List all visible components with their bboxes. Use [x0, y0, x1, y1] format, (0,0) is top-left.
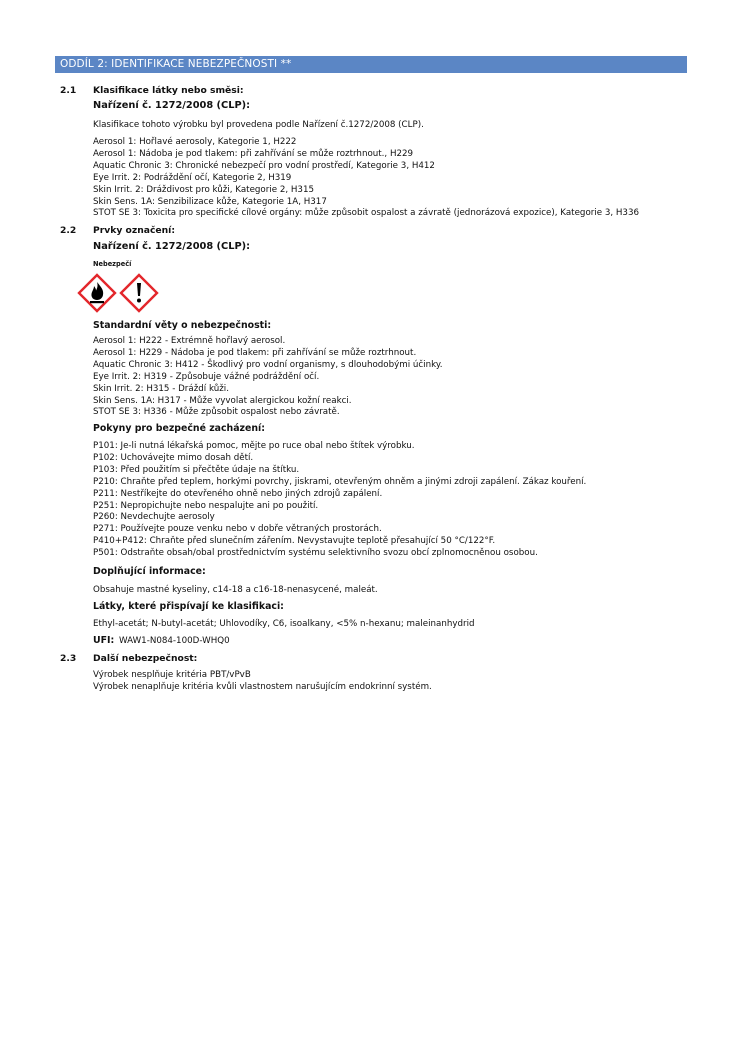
section-number-2-2: 2.2: [60, 225, 77, 236]
list-item: STOT SE 3: H336 - Může způsobit ospalost nebo závratě.: [93, 407, 340, 418]
hazard-statements-heading: Standardní věty o nebezpečnosti:: [93, 320, 272, 331]
section-number-2-1: 2.1: [60, 85, 77, 96]
list-item: Skin Sens. 1A: H317 - Může vyvolat alergickou kožní reakci.: [93, 395, 352, 406]
list-item: P102: Uchovávejte mimo dosah dětí.: [93, 452, 254, 463]
list-item: Výrobek nenaplňuje kritéria kvůli vlastnostem narušujícím endokrinní systém.: [93, 681, 432, 692]
section-header: ODDÍL 2: IDENTIFIKACE NEBEZPEČNOSTI **: [55, 56, 687, 73]
precautionary-statements-list: [93, 441, 586, 560]
list-item: Aerosol 1: Nádoba je pod tlakem: při zahřívání se může roztrhnout., H229: [93, 148, 414, 159]
classification-intro: Klasifikace tohoto výrobku byl provedena podle Nařízení č.1272/2008 (CLP).: [93, 120, 424, 130]
section-title-2-3: Další nebezpečnost:: [93, 653, 198, 664]
regulation-heading: Nařízení č. 1272/2008 (CLP):: [93, 241, 251, 252]
list-item: Aerosol 1: H229 - Nádoba je pod tlakem: při zahřívání se může roztrhnout.: [93, 347, 417, 358]
contributing-heading: Látky, které přispívají ke klasifikaci:: [93, 601, 284, 612]
other-hazards-list: [93, 670, 432, 694]
list-item: Skin Irrit. 2: Dráždivost pro kůži, Kategorie 2, H315: [93, 184, 315, 195]
list-item: P251: Nepropichujte nebo nespalujte ani po použití.: [93, 500, 319, 511]
supplementary-heading: Doplňující informace:: [93, 566, 206, 577]
list-item: STOT SE 3: Toxicita pro specifické cílové orgány: může způsobit ospalost a závratě (jednorázová expozice), Kategorie 3, H336: [93, 208, 640, 219]
list-item: Aquatic Chronic 3: H412 - Škodlivý pro vodní organismy, s dlouhodobými účinky.: [93, 359, 443, 370]
precautionary-statements-heading: Pokyny pro bezpečné zacházení:: [93, 423, 265, 434]
list-item: Aerosol 1: H222 - Extrémně hořlavý aerosol.: [93, 336, 286, 346]
list-item: Aquatic Chronic 3: Chronické nebezpečí pro vodní prostředí, Kategorie 3, H412: [93, 160, 435, 171]
list-item: P103: Před použitím si přečtěte údaje na štítku.: [93, 464, 300, 475]
ghs-pictograms: [77, 273, 175, 313]
contributing-text: Ethyl-acetát; N-butyl-acetát; Uhlovodíky, C6, isoalkany, <5% n-hexanu; maleinanhydrid: [93, 619, 475, 629]
list-item: Aerosol 1: Hořlavé aerosoly, Kategorie 1, H222: [93, 137, 297, 147]
classification-list: [93, 137, 639, 220]
list-item: P260: Nevdechujte aerosoly: [93, 512, 215, 523]
list-item: Skin Irrit. 2: H315 - Dráždí kůži.: [93, 383, 229, 394]
list-item: P211: Nestříkejte do otevřeného ohně nebo jiných zdrojů zapálení.: [93, 488, 383, 499]
hazard-statements-list: [93, 336, 442, 419]
section-title-2-2: Prvky označení:: [93, 225, 175, 236]
ufi-value: WAW1-N084-100D-WHQ0: [119, 636, 230, 646]
ufi-label: UFI:: [93, 635, 115, 646]
section-number-2-3: 2.3: [60, 653, 77, 664]
list-item: Eye Irrit. 2: Podráždění očí, Kategorie 2, H319: [93, 172, 292, 183]
flame-icon: [79, 275, 115, 311]
list-item: P101: Je-li nutná lékařská pomoc, mějte po ruce obal nebo štítek výrobku.: [93, 441, 415, 451]
list-item: Eye Irrit. 2: H319 - Způsobuje vážné podráždění očí.: [93, 371, 320, 382]
list-item: P210: Chraňte před teplem, horkými povrchy, jiskrami, otevřeným ohněm a jinými zdroji zapálení. Zákaz kouření.: [93, 476, 587, 487]
section-title-2-1: Klasifikace látky nebo směsi:: [93, 85, 244, 96]
list-item: P501: Odstraňte obsah/obal prostřednictvím systému selektivního svozu obcí zplnomocněnou osobou.: [93, 548, 538, 559]
list-item: Výrobek nesplňuje kritéria PBT/vPvB: [93, 670, 251, 680]
supplementary-text: Obsahuje mastné kyseliny, c14-18 a c16-18-nenasycené, maleát.: [93, 585, 378, 595]
list-item: P271: Používejte pouze venku nebo v dobře větraných prostorách.: [93, 524, 382, 535]
regulation-heading: Nařízení č. 1272/2008 (CLP):: [93, 100, 251, 111]
exclamation-mark-icon: [121, 275, 157, 311]
list-item: P410+P412: Chraňte před slunečním zářením. Nevystavujte teplotě přesahující 50 °C/122°F.: [93, 536, 496, 547]
signal-word: Nebezpečí: [93, 260, 132, 268]
list-item: Skin Sens. 1A: Senzibilizace kůže, Kategorie 1A, H317: [93, 196, 327, 207]
